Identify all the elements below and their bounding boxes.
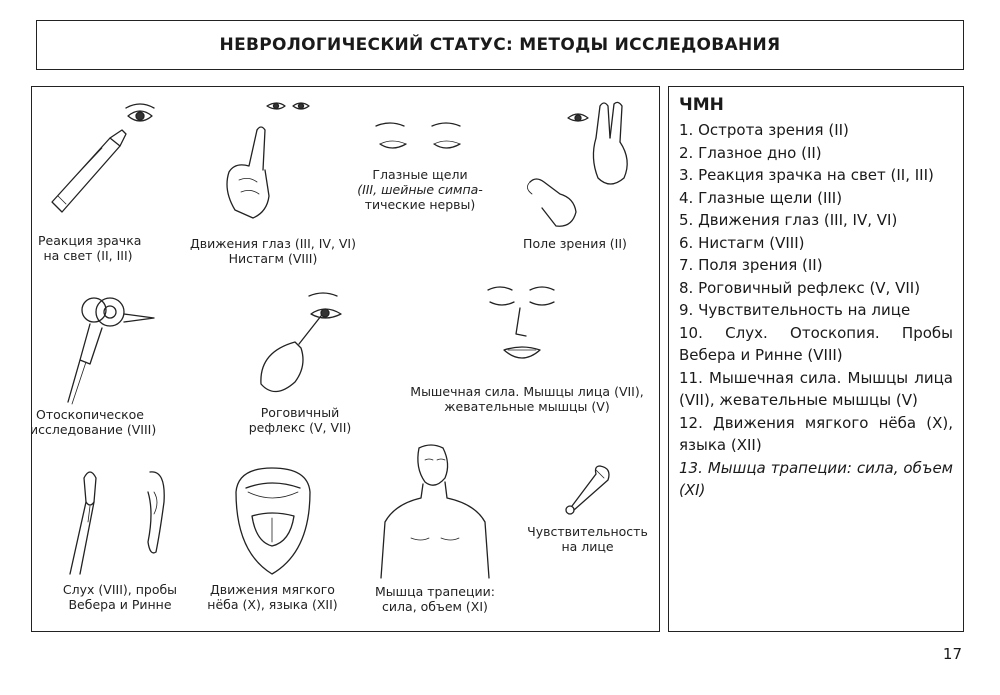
closed-eyes-illustration <box>370 122 480 162</box>
cranial-nerves-list <box>679 119 953 502</box>
caption-otoscopy: Отоскопическое исследование (VIII) <box>30 407 157 437</box>
safety-pin-illustration <box>560 460 620 520</box>
list-item: 11. Мышечная сила. Мышцы лица (VII), жевательные мышцы (V) <box>679 368 953 409</box>
caption-facial-sensitivity: Чувствительность на лице <box>527 524 648 554</box>
open-mouth-illustration <box>228 462 318 582</box>
cranial-nerves-heading: ЧМН <box>679 95 724 115</box>
cranial-nerves-panel <box>668 86 964 632</box>
caption-corneal-reflex: Роговичный рефлекс (V, VII) <box>248 405 352 435</box>
penlight-eye-illustration <box>40 100 170 225</box>
visual-field-illustration <box>520 98 640 233</box>
caption-pupil-reaction: Реакция зрачка на свет (II, III) <box>38 233 142 263</box>
list-item: 6. Нистагм (VIII) <box>679 233 805 252</box>
list-item: 7. Поля зрения (II) <box>679 256 823 274</box>
page-title: НЕВРОЛОГИЧЕСКИЙ СТАТУС: МЕТОДЫ ИССЛЕДОВАНИЯ <box>219 35 781 55</box>
caption-eye-movements: Движения глаз (III, IV, VI) Нистагм (VIII) <box>189 236 356 266</box>
list-item: 4. Глазные щели (III) <box>679 188 843 207</box>
list-item: 13. Мышца трапеции: сила, объем (XI) <box>679 458 953 499</box>
list-item: 2. Глазное дно (II) <box>679 143 822 162</box>
caption-soft-palate: Движения мягкого нёба (X), языка (XII) <box>207 582 338 612</box>
caption-palpebral-fissures: Глазные щели (III, шейные симпа- тические нервы) <box>357 167 483 212</box>
list-item: 1. Острота зрения (II) <box>679 121 849 139</box>
list-item: 10. Слух. Отоскопия. Пробы Вебера и Ринне (VIII) <box>679 323 953 364</box>
title-box <box>36 20 964 70</box>
caption-facial-muscles: Мышечная сила. Мышцы лица (VII), жевательные мышцы (V) <box>410 384 644 414</box>
trapezius-illustration <box>375 442 495 582</box>
tuning-fork-illustration <box>60 462 180 582</box>
corneal-reflex-illustration <box>255 292 365 402</box>
caption-hearing: Слух (VIII), пробы Вебера и Ринне <box>62 582 178 612</box>
list-item: 5. Движения глаз (III, IV, VI) <box>679 211 898 229</box>
face-muscles-illustration <box>480 282 570 372</box>
list-item: 3. Реакция зрачка на свет (II, III) <box>679 166 934 184</box>
finger-eyes-illustration <box>205 100 315 225</box>
caption-visual-field: Поле зрения (II) <box>523 236 627 251</box>
list-item: 12. Движения мягкого нёба (X), языка (XII) <box>679 413 953 454</box>
list-item: 8. Роговичный рефлекс (V, VII) <box>679 278 921 297</box>
page-number: 17 <box>942 645 962 663</box>
otoscope-illustration <box>50 290 160 410</box>
caption-trapezius: Мышца трапеции: сила, объем (XI) <box>375 584 495 614</box>
list-item: 9. Чувствительность на лице <box>679 301 911 319</box>
